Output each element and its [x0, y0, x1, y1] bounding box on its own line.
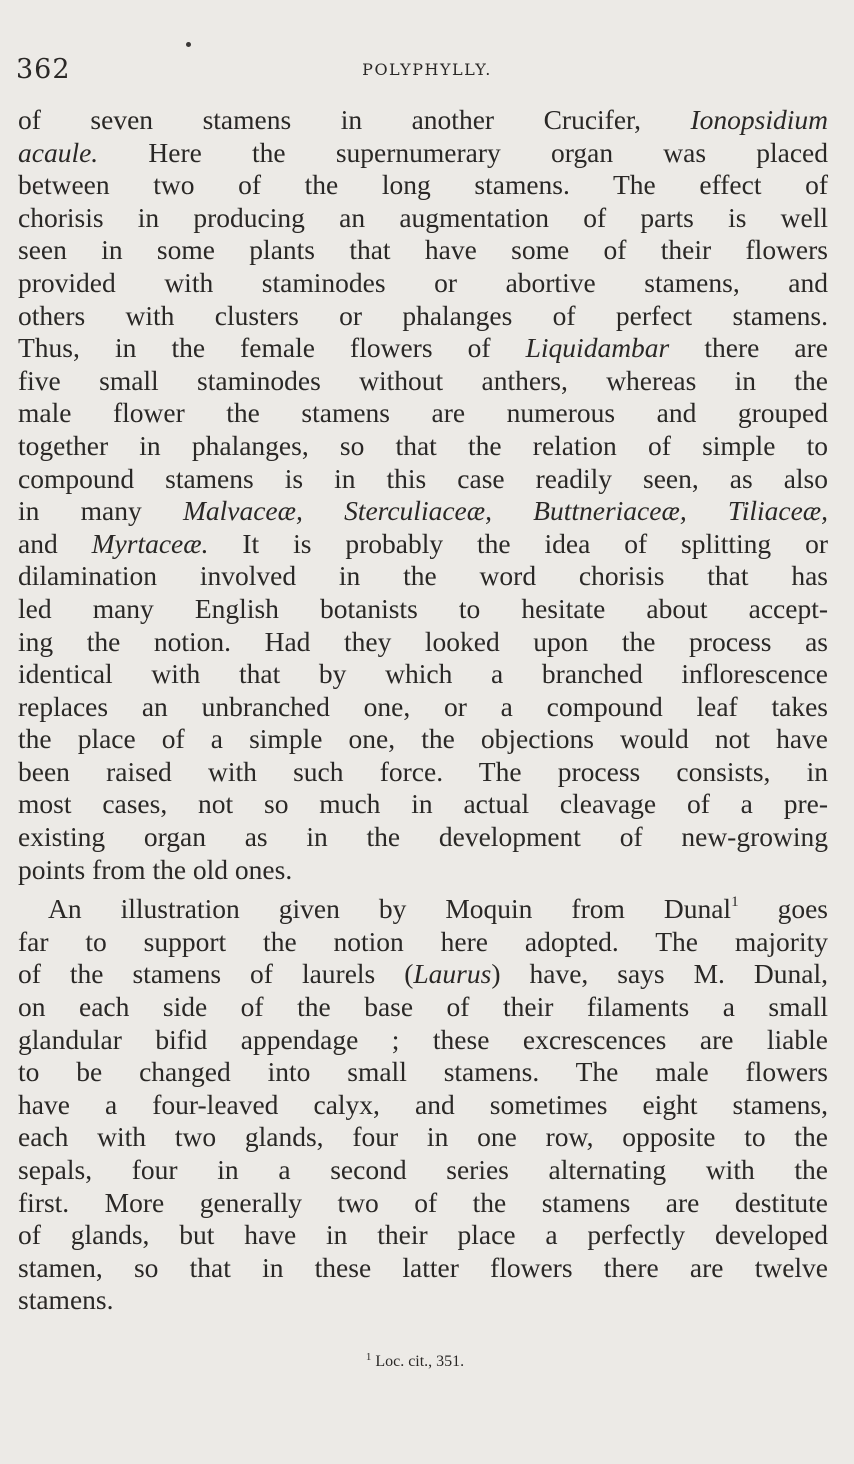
text-line: [18, 1219, 828, 1252]
text-line: [18, 560, 828, 593]
text-line: [18, 397, 828, 430]
text-line: [18, 1121, 828, 1154]
text-run: in many: [18, 495, 183, 527]
text-run: Thus, in the female flowers of: [18, 332, 526, 364]
text-line: [18, 821, 828, 854]
text-run: to be changed into small stamens. The male flowers: [18, 1056, 828, 1088]
text-line: [18, 1056, 828, 1089]
text-line: [18, 1024, 828, 1057]
text-run: five small staminodes without anthers, whereas in the: [18, 364, 828, 396]
text-line: [18, 1089, 828, 1122]
text-line: [18, 723, 828, 756]
text-run: compound stamens is in this case readily seen, as also: [18, 462, 828, 494]
text-run: stamen, so that in these latter flowers there are twelve: [18, 1251, 828, 1283]
body-text: [18, 104, 828, 1317]
text-line: [18, 1284, 828, 1317]
text-run: identical with that by which a branched inflorescence: [18, 658, 828, 690]
text-run: of glands, but have in their place a perfectly developed: [18, 1219, 828, 1251]
text-line: [18, 300, 828, 333]
text-run: of seven stamens in another Crucifer,: [18, 104, 691, 135]
text-run: existing organ as in the development of new-growing: [18, 821, 828, 853]
text-run: and: [18, 527, 92, 559]
text-run: glandular bifid appendage ; these excrescences are liable: [18, 1023, 828, 1055]
text-run: Here the supernumerary organ was placed: [98, 136, 828, 168]
text-run: male flower the stamens are numerous and grouped: [18, 397, 828, 429]
text-run: An illustration given by Moquin from Dunal: [48, 893, 732, 925]
text-line: [18, 267, 828, 300]
text-run: the place of a simple one, the objections would not have: [18, 723, 828, 755]
text-line: [18, 626, 828, 659]
text-line: [18, 495, 828, 528]
text-run: points from the old ones.: [18, 853, 293, 885]
text-line: [18, 926, 828, 959]
text-line: [18, 991, 828, 1024]
italic-term: Liquidambar: [525, 332, 670, 364]
italic-term: Laurus: [413, 958, 492, 990]
text-run: been raised with such force. The process consists, in: [18, 755, 828, 787]
text-line: [18, 593, 828, 626]
text-run: seen in some plants that have some of their flowers: [18, 234, 828, 266]
text-line: [18, 886, 828, 926]
text-run: together in phalanges, so that the relation of simple to: [18, 429, 828, 461]
text-run: stamens.: [18, 1284, 114, 1316]
text-run: most cases, not so much in actual cleavage of a pre-: [18, 788, 828, 820]
text-line: [18, 1252, 828, 1285]
text-line: [18, 788, 828, 821]
text-run: each with two glands, four in one row, opposite to the: [18, 1121, 828, 1153]
ink-speck: [186, 42, 191, 47]
text-line: [18, 332, 828, 365]
text-run: ) have, says M. Dunal,: [491, 958, 828, 990]
text-run: goes: [738, 893, 828, 925]
text-line: [18, 463, 828, 496]
text-run: of the stamens of laurels (: [18, 958, 414, 990]
page-number: 362: [16, 54, 71, 85]
italic-term: Malvaceæ, Sterculiaceæ, Buttneriaceæ, Tiliaceæ,: [182, 495, 828, 527]
text-line: [18, 430, 828, 463]
text-line: [18, 691, 828, 724]
text-line: [18, 104, 828, 137]
text-run: led many English botanists to hesitate about accept-: [18, 592, 828, 624]
text-line: [18, 958, 828, 991]
text-line: [18, 658, 828, 691]
text-run: It is probably the idea of splitting or: [208, 527, 828, 559]
footnote-text: Loc. cit., 351.: [375, 1353, 465, 1370]
text-run: dilamination involved in the word chorisis that has: [18, 560, 828, 592]
text-run: first. More generally two of the stamens are destitute: [18, 1186, 828, 1218]
text-line: [18, 528, 828, 561]
text-line: [18, 1154, 828, 1187]
text-run: far to support the notion here adopted. The majority: [18, 925, 828, 957]
text-run: chorisis in producing an augmentation of parts is well: [18, 201, 828, 233]
text-line: [18, 1187, 828, 1220]
text-run: between two of the long stamens. The effect of: [18, 169, 828, 201]
italic-term: Ionopsidium: [690, 104, 828, 135]
text-line: [18, 234, 828, 267]
text-line: [18, 365, 828, 398]
text-line: [18, 202, 828, 235]
running-head: POLYPHYLLY.: [362, 60, 492, 79]
text-line: [18, 854, 828, 887]
text-line: [18, 756, 828, 789]
text-run: others with clusters or phalanges of perfect stamens.: [18, 299, 828, 331]
text-run: ing the notion. Had they looked upon the process as: [18, 625, 828, 657]
text-run: provided with staminodes or abortive stamens, and: [18, 266, 828, 298]
text-run: there are: [669, 332, 828, 364]
italic-term: acaule.: [18, 136, 99, 168]
text-run: replaces an unbranched one, or a compound leaf takes: [18, 690, 828, 722]
text-run: sepals, four in a second series alternating with the: [18, 1154, 828, 1185]
text-run: have a four-leaved calyx, and sometimes eight stamens,: [18, 1088, 828, 1120]
text-run: on each side of the base of their filaments a small: [18, 991, 828, 1023]
italic-term: Myrtaceæ.: [91, 527, 209, 559]
text-line: [18, 137, 828, 170]
text-line: [18, 169, 828, 202]
footnote-number: 1: [365, 1351, 372, 1363]
footnote: [0, 1351, 830, 1371]
footnote-marker: 1: [731, 894, 739, 911]
